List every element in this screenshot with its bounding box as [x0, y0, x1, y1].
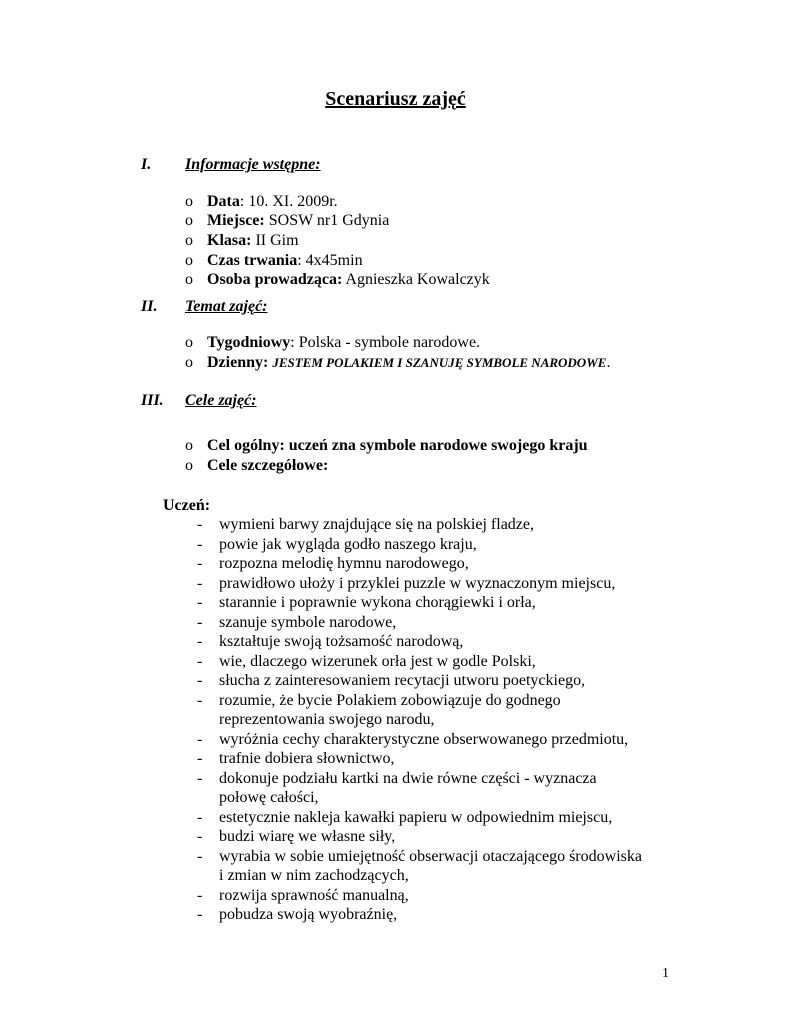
- objective-text: starannie i poprawnie wykona chorągiewki i orła,: [219, 594, 536, 611]
- dash-marker: -: [197, 555, 203, 572]
- dash-marker: -: [197, 828, 203, 845]
- dash-marker: -: [197, 575, 203, 592]
- list-item: [185, 458, 328, 474]
- dash-marker: -: [197, 633, 203, 650]
- objective-text: estetycznie nakleja kawałki papieru w odpowiednim miejscu,: [219, 809, 613, 826]
- pupil-label: Uczeń:: [163, 497, 211, 514]
- objective-text: wyrabia w sobie umiejętność obserwacji otaczającego środowiska: [219, 848, 642, 865]
- objective-text: powie jak wygląda godło naszego kraju,: [219, 536, 477, 553]
- field-tail: .: [606, 354, 611, 371]
- list-item: [185, 233, 299, 249]
- dash-marker: -: [197, 848, 203, 865]
- dash-marker: -: [197, 672, 203, 689]
- field-value: II Gim: [255, 232, 299, 249]
- field-label: Dzienny:: [207, 354, 269, 371]
- bullet-marker: o: [185, 252, 193, 269]
- objective-text: wyróżnia cechy charakterystyczne obserwowanego przedmiotu,: [219, 731, 629, 748]
- objective-text: połowę całości,: [219, 789, 319, 806]
- objective-text: kształtuje swoją tożsamość narodową,: [219, 633, 464, 650]
- bullet-marker: o: [185, 271, 193, 288]
- field-value: 10. XI. 2009r.: [248, 193, 338, 210]
- objective-text: rozpozna melodię hymnu narodowego,: [219, 555, 469, 572]
- section-number: I.: [141, 156, 152, 173]
- goal-text: Cel ogólny: uczeń zna symbole narodowe swojego kraju: [207, 437, 588, 454]
- objective-text: słucha z zainteresowaniem recytacji utworu poetyckiego,: [219, 672, 586, 689]
- objective-text: wie, dlaczego wizerunek orła jest w godle Polski,: [219, 653, 536, 670]
- objective-text: budzi wiarę we własne siły,: [219, 828, 396, 845]
- separator: :: [290, 334, 299, 351]
- dash-marker: -: [197, 750, 203, 767]
- dash-marker: -: [197, 692, 203, 709]
- objective-text: i zmian w nim zachodzących,: [219, 867, 409, 884]
- section-heading: Cele zajęć:: [185, 392, 257, 409]
- dash-marker: -: [197, 809, 203, 826]
- section-number: II.: [141, 298, 158, 315]
- objective-text: wymieni barwy znajdujące się na polskiej fladze,: [219, 516, 534, 533]
- list-item: [185, 335, 480, 351]
- dash-marker: -: [197, 770, 203, 787]
- dash-marker: -: [197, 906, 203, 923]
- objective-text: trafnie dobiera słownictwo,: [219, 750, 395, 767]
- dash-marker: -: [197, 614, 203, 631]
- field-value: Polska - symbole narodowe.: [298, 334, 481, 351]
- goal-text: Cele szczegółowe:: [207, 457, 329, 474]
- page-title: Scenariusz zajęć: [325, 88, 466, 110]
- bullet-marker: o: [185, 457, 193, 474]
- list-item: [185, 355, 610, 371]
- dash-marker: -: [197, 731, 203, 748]
- objective-text: szanuje symbole narodowe,: [219, 614, 397, 631]
- section-number: III.: [141, 392, 164, 409]
- separator: :: [297, 252, 306, 269]
- bullet-marker: o: [185, 334, 193, 351]
- bullet-marker: o: [185, 232, 193, 249]
- bullet-marker: o: [185, 354, 193, 371]
- list-item: [185, 438, 588, 454]
- list-item: [185, 272, 490, 288]
- field-value: JESTEM POLAKIEM I SZANUJĘ SYMBOLE NARODOWE: [272, 355, 607, 370]
- section-heading: Temat zajęć:: [185, 298, 268, 315]
- field-value: Agnieszka Kowalczyk: [345, 271, 490, 288]
- bullet-marker: o: [185, 212, 193, 229]
- dash-marker: -: [197, 887, 203, 904]
- bullet-marker: o: [185, 193, 193, 210]
- section-heading: Informacje wstępne:: [185, 156, 321, 173]
- field-label: Data: [207, 193, 240, 210]
- list-item: [185, 213, 389, 229]
- objective-text: reprezentowania swojego narodu,: [219, 711, 435, 728]
- objective-text: rozumie, że bycie Polakiem zobowiązuje do godnego: [219, 692, 561, 709]
- separator: :: [239, 193, 249, 210]
- field-value: SOSW nr1 Gdynia: [268, 212, 390, 229]
- field-label: Czas trwania: [207, 252, 298, 269]
- dash-marker: -: [197, 516, 203, 533]
- field-label: Miejsce:: [207, 212, 265, 229]
- dash-marker: -: [197, 536, 203, 553]
- list-item: [185, 253, 363, 269]
- field-label: Klasa:: [207, 232, 252, 249]
- objective-text: rozwija sprawność manualną,: [219, 887, 409, 904]
- dash-marker: -: [197, 653, 203, 670]
- objective-text: dokonuje podziału kartki na dwie równe części - wyznacza: [219, 770, 597, 787]
- list-item: [185, 194, 338, 210]
- objective-text: prawidłowo ułoży i przyklei puzzle w wyznaczonym miejscu,: [219, 575, 616, 592]
- objective-text: pobudza swoją wyobraźnię,: [219, 906, 398, 923]
- field-value: 4x45min: [305, 252, 363, 269]
- bullet-marker: o: [185, 437, 193, 454]
- field-label: Tygodniowy: [207, 334, 291, 351]
- page-number: 1: [662, 966, 669, 981]
- dash-marker: -: [197, 594, 203, 611]
- field-label: Osoba prowadząca:: [207, 271, 343, 288]
